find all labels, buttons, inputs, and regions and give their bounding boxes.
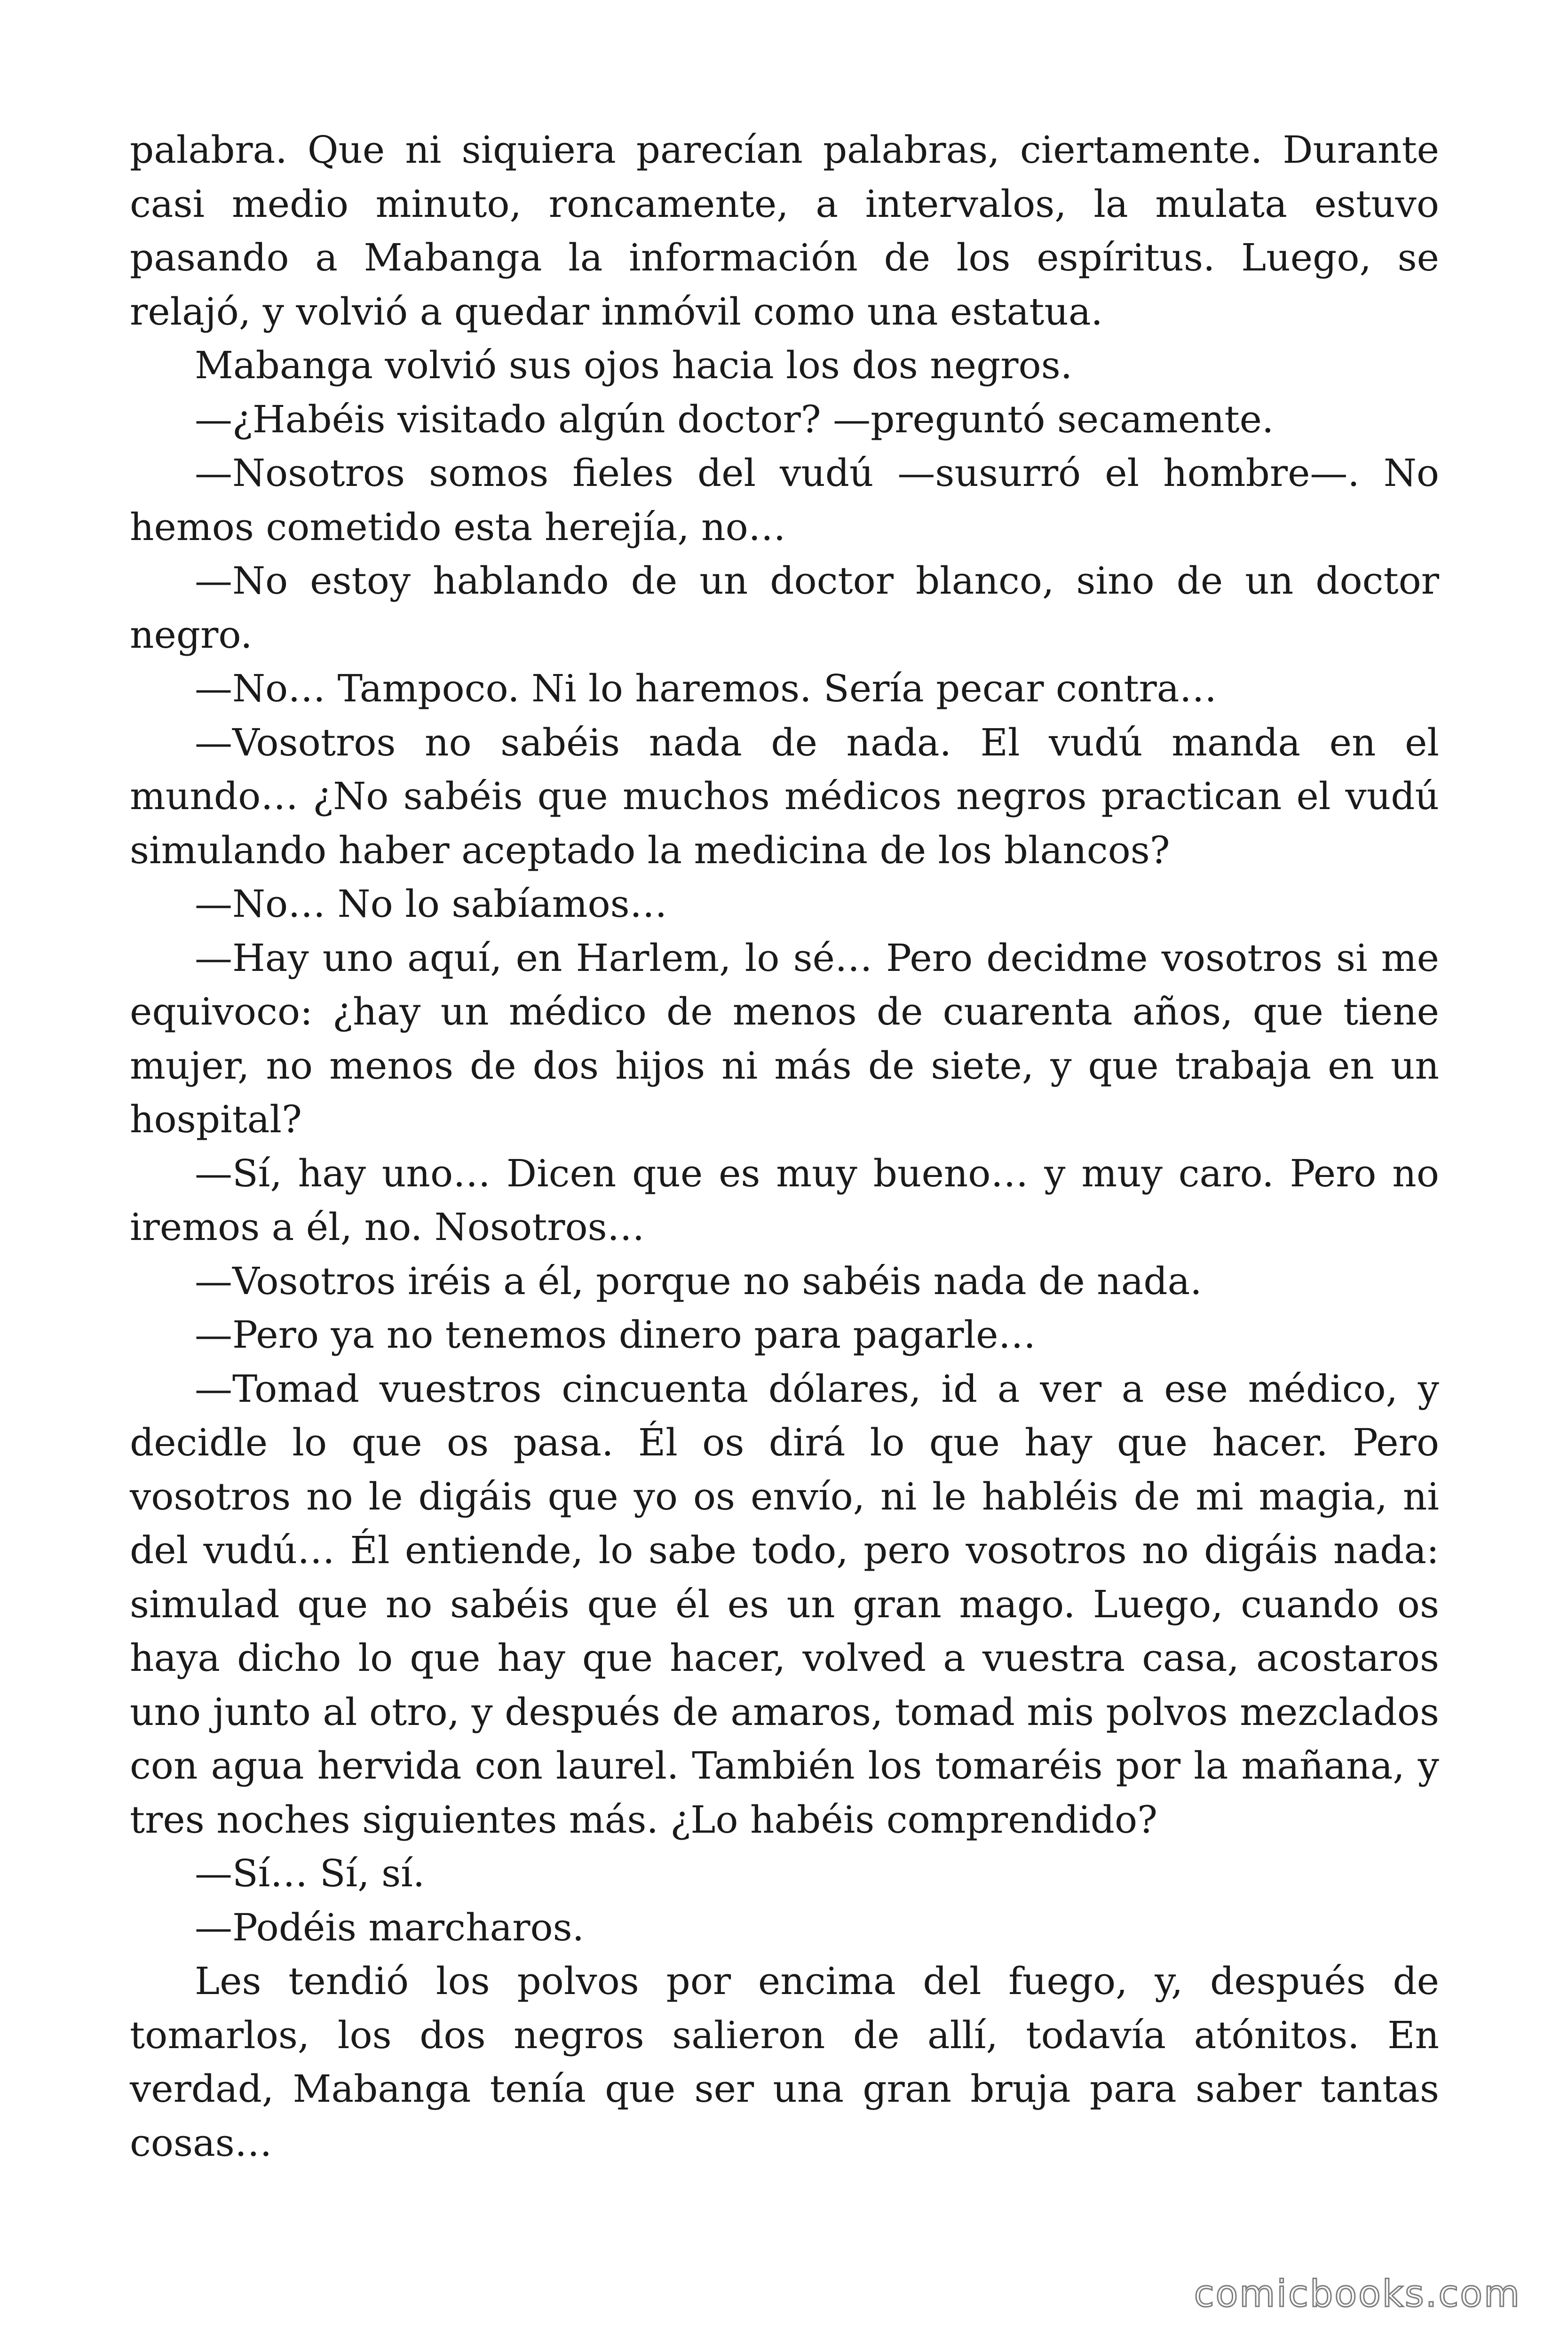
paragraph: palabra. Que ni siquiera parecían palabras, ciertamente. Durante casi medio minuto, roncamente, a intervalos, la mulata estuvo pasando a Mabanga la información de los espíritus. Luego, se relajó, y volvió a quedar inmóvil como una estatua. xyxy=(130,128,1439,334)
paragraph: —Nosotros somos fieles del vudú —susurró el hombre—. No hemos cometido esta herejía, no… xyxy=(130,451,1439,549)
paragraph: —Hay uno aquí, en Harlem, lo sé… Pero decidme vosotros si me equivoco: ¿hay un médico de menos de cuarenta años, que tiene mujer, no menos de dos hijos ni más de siete, y que trabaja en un hospital? xyxy=(130,936,1439,1141)
paragraph: —No estoy hablando de un doctor blanco, sino de un doctor negro. xyxy=(130,559,1439,657)
paragraph: —Vosotros iréis a él, porque no sabéis nada de nada. xyxy=(195,1259,1202,1303)
paragraph: —Sí… Sí, sí. xyxy=(195,1851,425,1895)
paragraph: Mabanga volvió sus ojos hacia los dos negros. xyxy=(195,343,1073,387)
paragraph: —Podéis marcharos. xyxy=(195,1905,585,1949)
body-text xyxy=(130,123,1439,2170)
watermark: comicbooks.com xyxy=(1194,2273,1521,2315)
paragraph: Les tendió los polvos por encima del fuego, y, después de tomarlos, los dos negros salieron de allí, todavía atónitos. En verdad, Mabanga tenía que ser una gran bruja para saber tantas cosas… xyxy=(130,1959,1439,2165)
paragraph: —¿Habéis visitado algún doctor? —preguntó secamente. xyxy=(195,397,1274,441)
paragraph: —Pero ya no tenemos dinero para pagarle… xyxy=(195,1313,1036,1357)
paragraph: —Vosotros no sabéis nada de nada. El vudú manda en el mundo… ¿No sabéis que muchos médicos negros practican el vudú simulando haber aceptado la medicina de los blancos? xyxy=(130,720,1439,872)
paragraph: —Tomad vuestros cincuenta dólares, id a ver a ese médico, y decidle lo que os pasa. Él os dirá lo que hay que hacer. Pero vosotros no le digáis que yo os envío, ni le habléis de mi magia, ni del vudú… Él entiende, lo sabe todo, pero vosotros no digáis nada: simulad que no sabéis que él es un gran mago. Luego, cuando os haya dicho lo que hay que hacer, volved a vuestra casa, acostaros uno junto al otro, y después de amaros, tomad mis polvos mezclados con agua hervida con laurel. También los tomaréis por la mañana, y tres noches siguientes más. ¿Lo habéis comprendido? xyxy=(130,1367,1439,1842)
paragraph: —No… No lo sabíamos… xyxy=(195,882,667,926)
paragraph: —No… Tampoco. Ni lo haremos. Sería pecar contra… xyxy=(195,667,1217,710)
paragraph: —Sí, hay uno… Dicen que es muy bueno… y muy caro. Pero no iremos a él, no. Nosotros… xyxy=(130,1151,1439,1249)
